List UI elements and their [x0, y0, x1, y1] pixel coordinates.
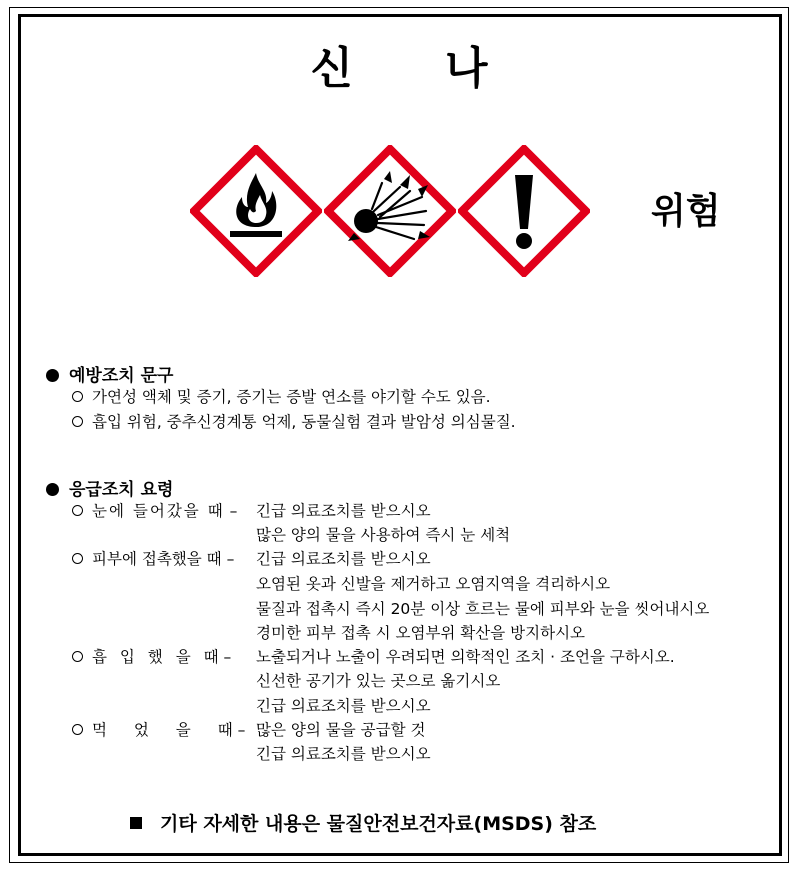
emergency-line: 긴급 의료조치를 받으시오 [256, 502, 431, 520]
emergency-line: 많은 양의 물을 공급할 것 [256, 721, 426, 739]
emergency-line: 긴급 의료조치를 받으시오 [256, 550, 431, 568]
bullet-dot [46, 483, 59, 496]
msds-footer [130, 809, 596, 836]
prevention-item-text: 가연성 액체 및 증기, 증기는 증발 연소를 야기할 수도 있음. [92, 388, 491, 406]
label-text: 흡 입 했 을 때 [92, 648, 219, 666]
emergency-label-eyes: 눈에 들어갔을 때 – [72, 499, 237, 521]
exclamation-icon [458, 145, 590, 277]
emergency-heading [46, 475, 173, 500]
circle-bullet [72, 724, 83, 735]
emergency-line: 긴급 의료조치를 받으시오 [256, 745, 431, 763]
emergency-label-inhalation: 흡 입 했 을 때 – [72, 645, 231, 667]
emergency-line: 경미한 피부 접촉 시 오염부위 확산을 방지하시오 [256, 624, 586, 642]
circle-bullet [72, 505, 83, 516]
product-title [0, 32, 800, 96]
signal-word: 위험 [651, 191, 721, 232]
ghs-pictograms [190, 145, 590, 275]
circle-bullet [72, 391, 83, 402]
prevention-item [72, 410, 516, 432]
prevention-item [72, 385, 491, 407]
square-bullet [130, 817, 142, 829]
bullet-dot [46, 369, 59, 382]
emergency-line: 신선한 공기가 있는 곳으로 옮기시오 [256, 672, 501, 690]
emergency-line: 오염된 옷과 신발을 제거하고 오염지역을 격리하시오 [256, 575, 611, 593]
circle-bullet [72, 416, 83, 427]
emergency-label-ingestion: 먹 었 을 때 – [72, 718, 245, 740]
prevention-heading [46, 361, 173, 386]
emergency-line: 긴급 의료조치를 받으시오 [256, 697, 431, 715]
emergency-line: 물질과 접촉시 즉시 20분 이상 흐르는 물에 피부와 눈을 씻어내시오 [256, 600, 710, 618]
circle-bullet [72, 651, 83, 662]
emergency-label-skin: 피부에 접촉했을 때 – [72, 547, 234, 569]
prevention-item-text: 흡입 위험, 중추신경계통 억제, 동물실험 결과 발암성 의심물질. [92, 413, 516, 431]
flame-icon [190, 145, 322, 277]
prevention-heading-text: 예방조치 문구 [69, 366, 174, 386]
emergency-line: 노출되거나 노출이 우려되면 의학적인 조치 · 조언을 구하시오. [256, 648, 675, 666]
title-part-1: 신 [310, 43, 355, 94]
title-part-2: 나 [445, 43, 490, 94]
emergency-line: 많은 양의 물을 사용하여 즉시 눈 세척 [256, 526, 511, 544]
label-text: 피부에 접촉했을 때 [92, 550, 222, 568]
footer-text: 기타 자세한 내용은 물질안전보건자료(MSDS) 참조 [160, 813, 597, 835]
label-text: 눈에 들어갔을 때 [92, 502, 225, 520]
circle-bullet [72, 553, 83, 564]
label-text: 먹 었 을 때 [92, 721, 233, 739]
exploding-bomb-icon [324, 145, 456, 277]
emergency-heading-text: 응급조치 요령 [69, 480, 174, 500]
